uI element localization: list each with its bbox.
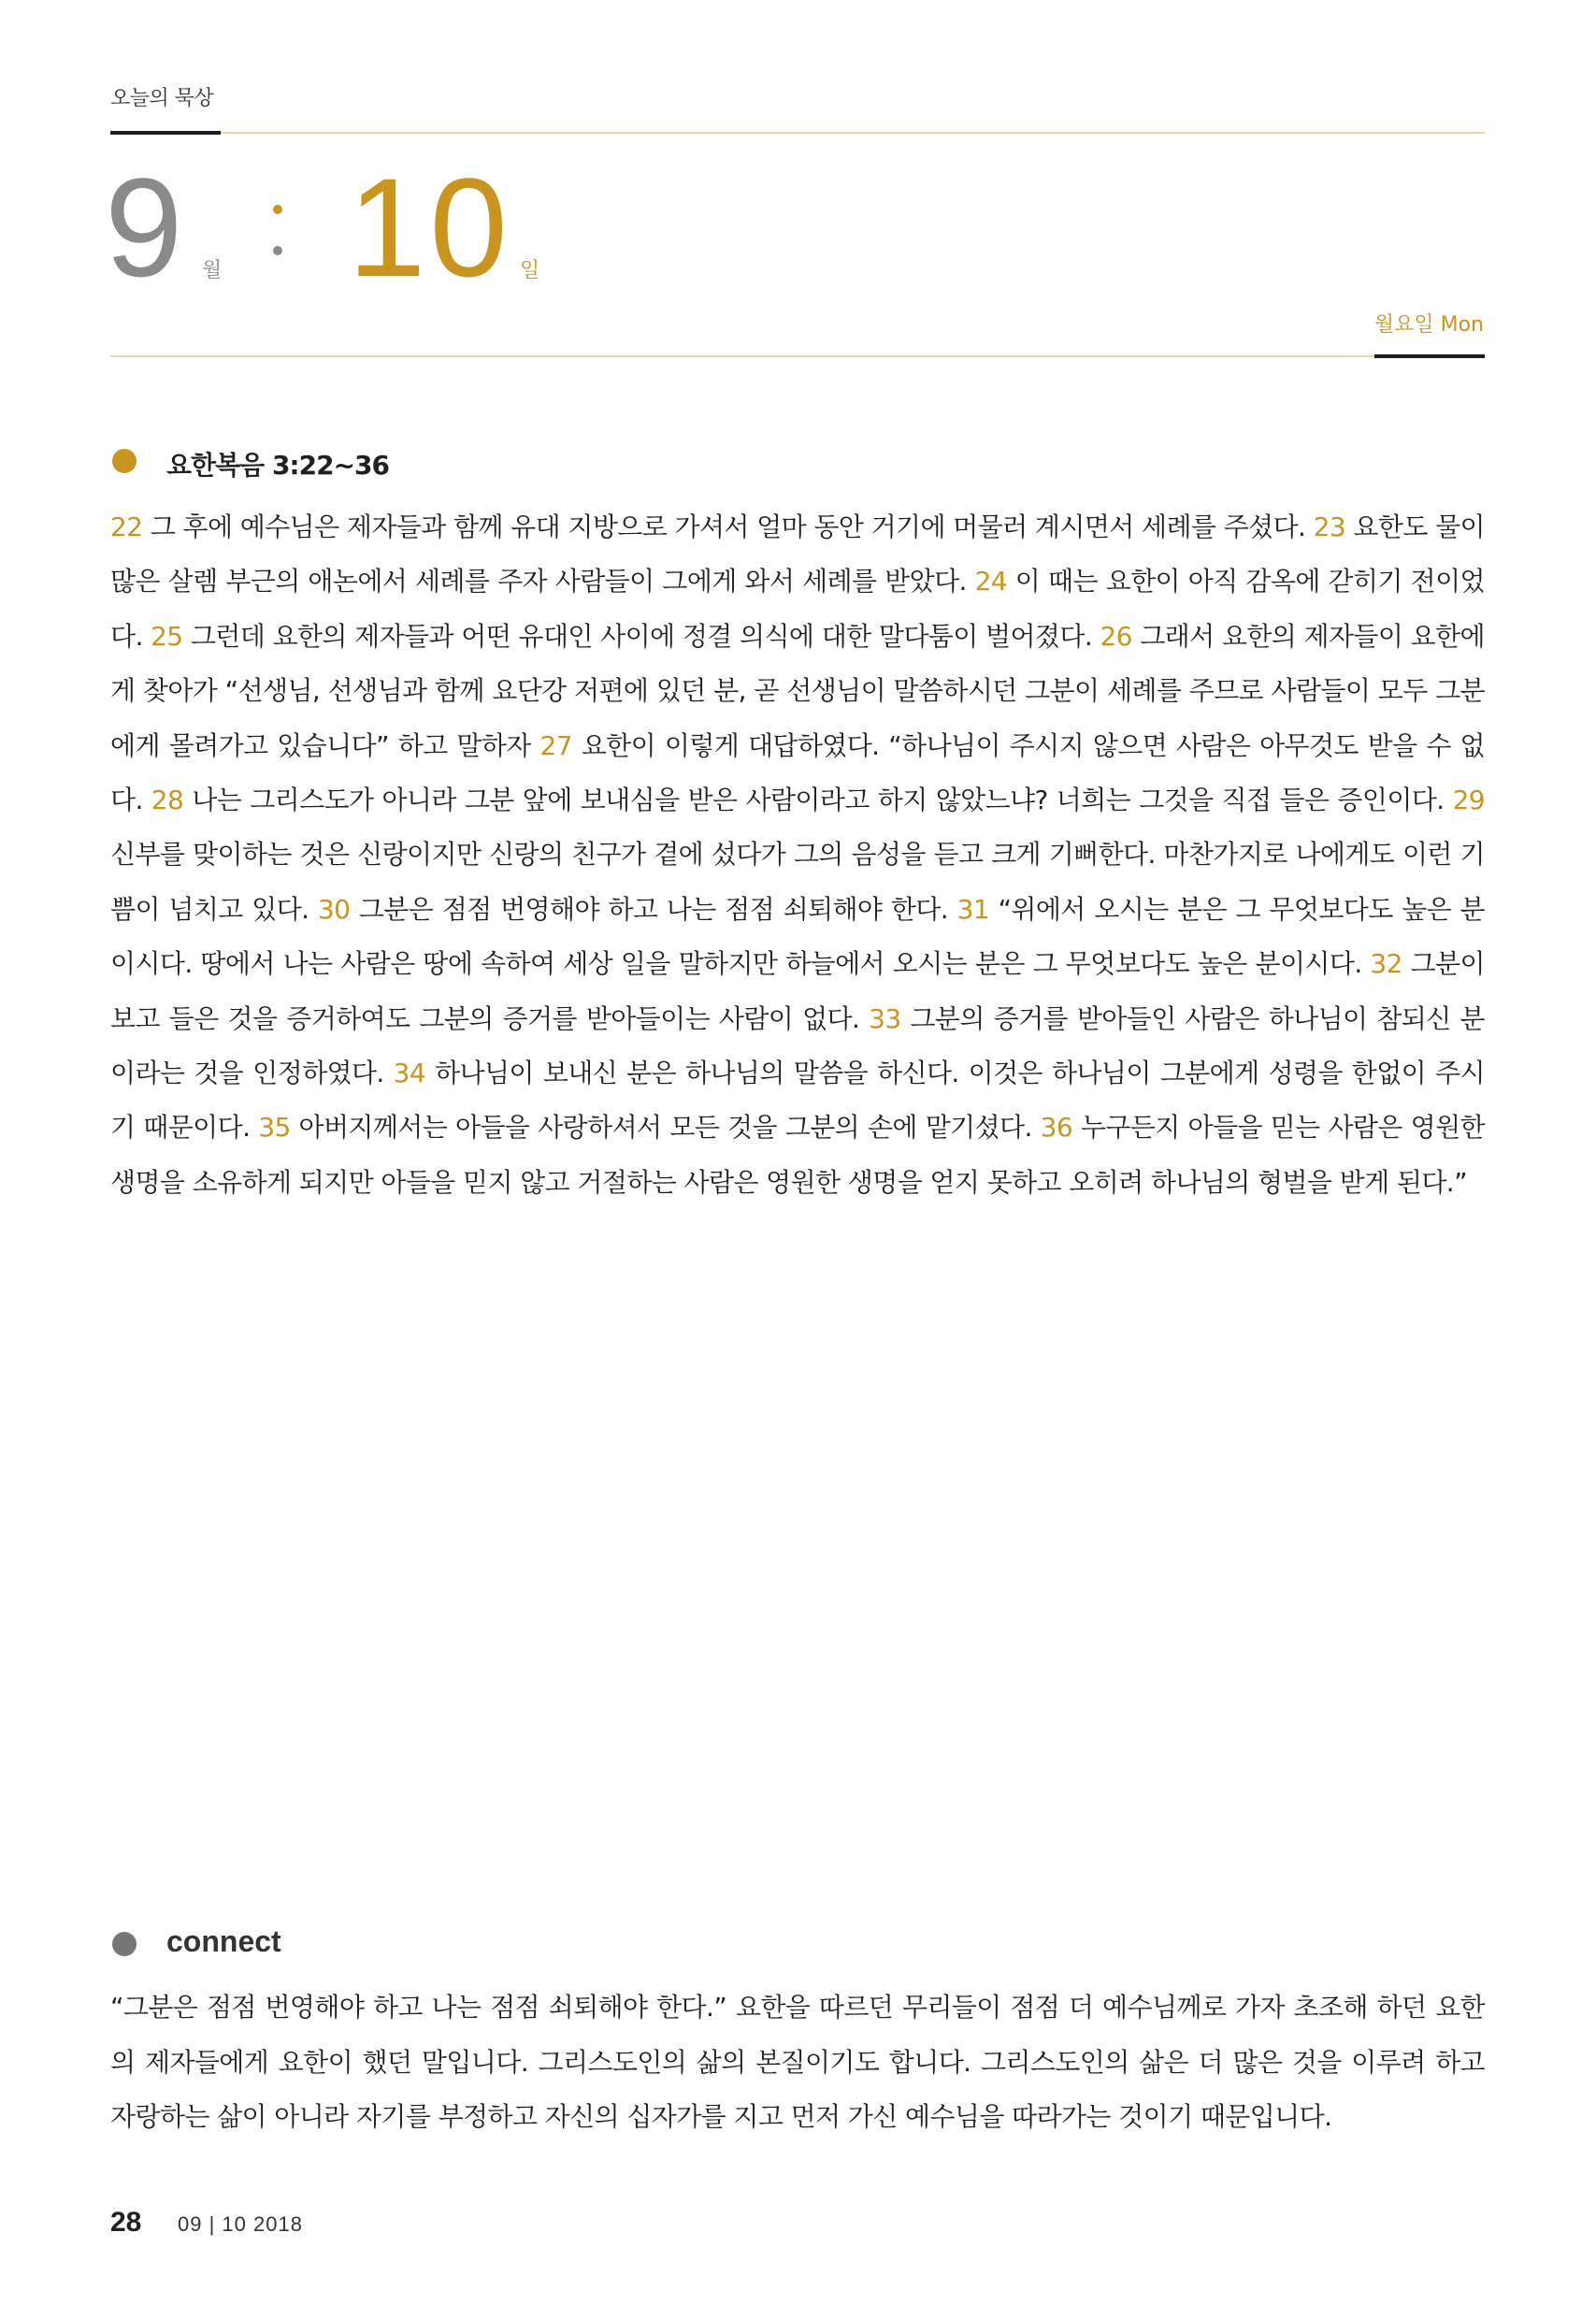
- verse-number: 36: [1040, 1112, 1073, 1144]
- verse-number: 24: [974, 566, 1008, 598]
- header-divider-accent: [110, 131, 221, 135]
- verse-text: “위에서 오시는 분은 그 무엇보다도 높은 분이시다. 땅에서 나는 사람은 땅에 속하여 세상 일을 말하지만 하늘에서 오시는 분은 그 무엇보다도 높은 분이시다.: [110, 893, 1485, 980]
- verse-number: 26: [1100, 620, 1132, 652]
- verse-text: 요한이 이렇게 대답하였다. “하나님이 주시지 않으면 사람은 아무것도 받을 수 없다.: [110, 729, 1485, 816]
- weekday-label: 월요일 Mon: [1373, 313, 1484, 337]
- verse-number: 29: [1452, 785, 1485, 816]
- verse-text: 나는 그리스도가 아니라 그분 앞에 보내심을 받은 사람이라고 하지 않았느냐? 너희는 그것을 직접 들은 증인이다.: [183, 785, 1453, 816]
- verse-number: 31: [956, 893, 989, 925]
- page-number: 28: [110, 2207, 142, 2238]
- colon-dot-bottom: [273, 246, 282, 255]
- verse-number: 22: [110, 511, 143, 542]
- verse-text: 그 후에 예수님은 제자들과 함께 유대 지방으로 가셔서 얼마 동안 거기에 머물러 계시면서 세례를 주셨다.: [142, 511, 1314, 542]
- verse-number: 34: [393, 1058, 426, 1089]
- scripture-bullet-icon: [112, 449, 137, 473]
- verse-number: 32: [1370, 948, 1402, 980]
- issue-date: 09 | 10 2018: [178, 2212, 303, 2236]
- section-label: 오늘의 묵상: [110, 87, 214, 110]
- date-divider-accent: [1374, 354, 1485, 358]
- connect-title: connect: [166, 1924, 281, 1958]
- month-number: 9: [105, 149, 183, 306]
- verse-text: 아버지께서는 아들을 사랑하셔서 모든 것을 그분의 손에 맡기셨다.: [290, 1112, 1041, 1144]
- verse-number: 35: [258, 1112, 291, 1144]
- month-unit: 월: [202, 259, 223, 282]
- verse-text: 그분의 증거를 받아들인 사람은 하나님이 참되신 분이라는 것을 인정하였다.: [110, 1002, 1486, 1089]
- scripture-body: [110, 500, 1485, 1210]
- verse-text: 그래서 요한의 제자들이 요한에게 찾아가 “선생님, 선생님과 함께 요단강 저편에 있던 분, 곧 선생님이 말씀하시던 그분이 세례를 주므로 사람들이 모두 그분에게 몰려가고 있습니다” 하고 말하자: [110, 620, 1485, 761]
- verse-text: 그분은 점점 번영해야 하고 나는 점점 쇠퇴해야 한다.: [350, 893, 957, 925]
- verse-text: 이 때는 요한이 아직 감옥에 갇히기 전이었다.: [110, 566, 1485, 652]
- connect-body: “그분은 점점 번영해야 하고 나는 점점 쇠퇴해야 한다.” 요한을 따르던 무리들이 점점 더 예수님께로 가자 초조해 하던 요한의 제자들에게 요한이 했던 말입니다. 그리스도인의 삶의 본질이기도 합니다. 그리스도인의 삶은 더 많은 것을 이루려 하고 자랑하는 삶이 아니라 자기를 부정하고 자신의 십자가를 지고 먼저 가신 예수님을 따라가는 것이기 때문입니다.: [110, 1992, 1485, 2132]
- scripture-title: 요한복음 3:22~36: [166, 450, 390, 481]
- verse-number: 25: [151, 620, 183, 652]
- verse-text: 하나님이 보내신 분은 하나님의 말씀을 하신다. 이것은 하나님이 그분에게 성령을 한없이 주시기 때문이다.: [110, 1058, 1485, 1144]
- verse-text: 그분이 보고 들은 것을 증거하여도 그분의 증거를 받아들이는 사람이 없다.: [110, 948, 1485, 1034]
- verse-number: 33: [869, 1002, 901, 1034]
- date-divider: [110, 355, 1485, 357]
- day-number: 10: [348, 149, 511, 306]
- verse-number: 27: [539, 729, 572, 761]
- header-divider: [110, 132, 1485, 134]
- verse-number: 28: [151, 785, 184, 816]
- verse-text: 그런데 요한의 제자들과 어떤 유대인 사이에 정결 의식에 대한 말다툼이 벌어졌다.: [182, 620, 1100, 652]
- verse-text: 요한도 물이 많은 살렘 부근의 애논에서 세례를 주자 사람들이 그에게 와서 세례를 받았다.: [110, 511, 1485, 598]
- connect-bullet-icon: [112, 1932, 137, 1956]
- colon-dot-top: [273, 205, 282, 214]
- verse-text: 신부를 맞이하는 것은 신랑이지만 신랑의 친구가 곁에 섰다가 그의 음성을 듣고 크게 기뻐한다. 마찬가지로 나에게도 이런 기쁨이 넘치고 있다.: [110, 839, 1485, 925]
- verse-number: 23: [1313, 511, 1346, 542]
- verse-text: 누구든지 아들을 믿는 사람은 영원한 생명을 소유하게 되지만 아들을 믿지 않고 거절하는 사람은 영원한 생명을 얻지 못하고 오히려 하나님의 형벌을 받게 된다.”: [110, 1112, 1485, 1198]
- verse-number: 30: [317, 893, 351, 925]
- date-colon: [269, 192, 286, 276]
- day-unit: 일: [520, 259, 540, 282]
